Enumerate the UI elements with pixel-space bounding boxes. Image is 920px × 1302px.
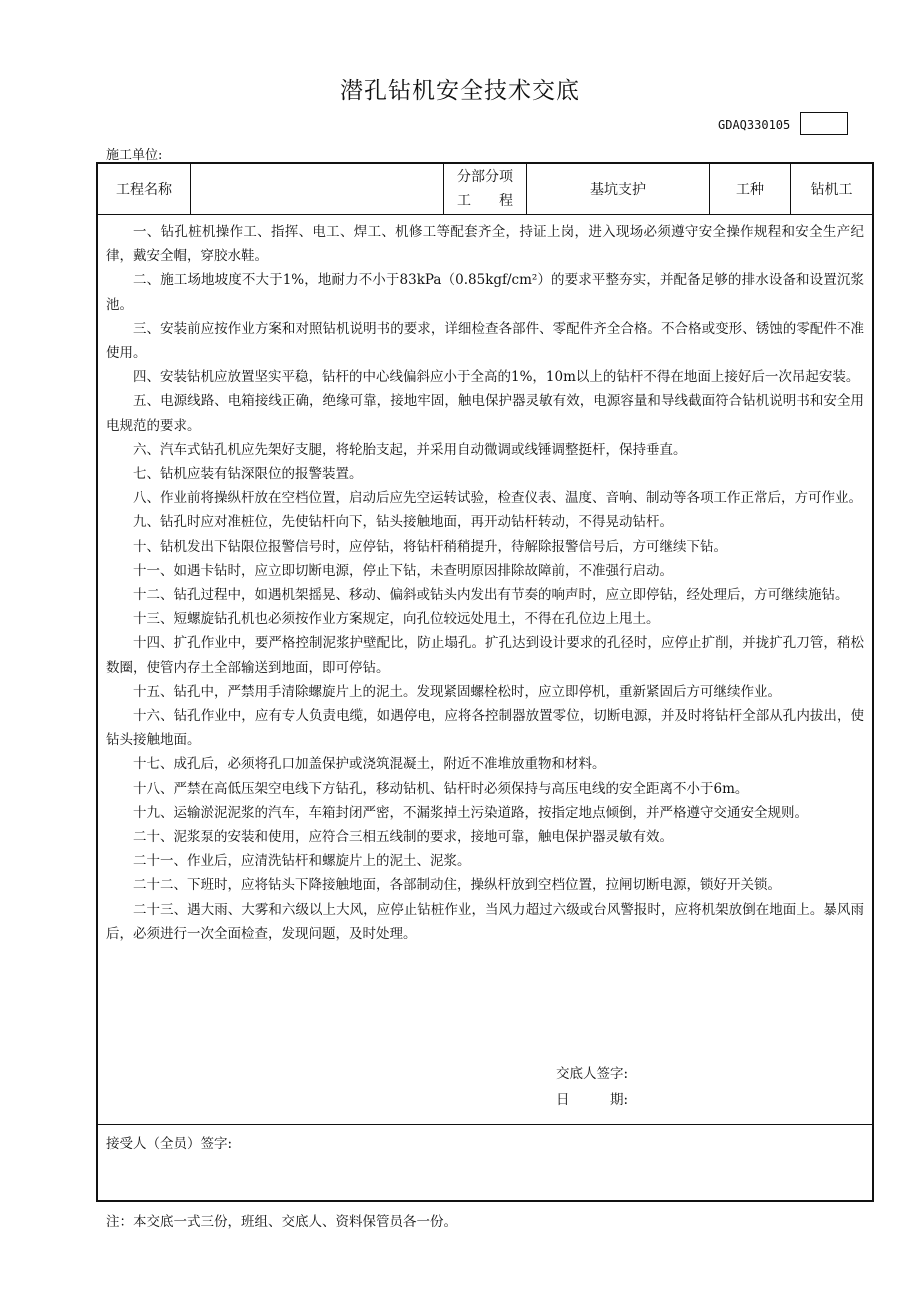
disclosure-form (96, 162, 874, 1202)
paragraph-20: 二十、泥浆泵的安装和使用，应符合三相五线制的要求，接地可靠，触电保护器灵敏有效。 (133, 829, 673, 846)
paragraph-7: 七、钻机应装有钻深限位的报警装置。 (133, 466, 363, 483)
receiver-divider (98, 1124, 872, 1125)
paragraph-22: 二十二、下班时，应将钻头下降接触地面，各部制动住，操纵杆放到空档位置，拉闸切断电源，锁好开关锁。 (133, 877, 781, 894)
paragraph-18: 十八、严禁在高低压架空电线下方钻孔，移动钻机、钻杆时必须保持与高压电线的安全距离不小于6m。 (133, 780, 749, 797)
document-title: 潜孔钻机安全技术交底 (340, 78, 580, 104)
paragraph-8: 八、作业前将操纵杆放在空档位置，启动后应先空运转试验，检查仪表、温度、音响、制动等各项工作正常后，方可作业。 (133, 490, 862, 507)
paragraph-3: 三、安装前应按作业方案和对照钻机说明书的要求，详细检查各部件、零配件齐全合格。不合格或变形、锈蚀的零配件不准使用。 (106, 320, 864, 362)
document-code-box[interactable] (800, 112, 848, 135)
sub-project-label-line2: 工 程 (457, 193, 513, 209)
sub-project-value: 基坑支护 (527, 164, 710, 214)
paragraph-12: 十二、钻孔过程中，如遇机架摇晃、移动、偏斜或钻头内发出有节奏的响声时，应立即停钻，经处理后，方可继续施钻。 (133, 587, 849, 604)
paragraph-16: 十六、钻孔作业中，应有专人负责电缆，如遇停电，应将各控制器放置零位，切断电源，并及时将钻杆全部从孔内拔出，使钻头接触地面。 (106, 708, 864, 749)
paragraph-1: 一、钻孔桩机操作工、指挥、电工、焊工、机修工等配套齐全，持证上岗，进入现场必须遵守安全操作规程和安全生产纪律，戴安全帽，穿胶水鞋。 (106, 224, 864, 265)
project-name-label: 工程名称 (98, 164, 191, 214)
paragraph-13: 十三、短螺旋钻孔机也必须按作业方案规定，向孔位较远处甩土，不得在孔位边上甩土。 (133, 611, 660, 628)
paragraph-10: 十、钻机发出下钻限位报警信号时，应停钻，将钻杆稍稍提升，待解除报警信号后，方可继续下钻。 (133, 538, 727, 555)
sub-project-label (444, 164, 527, 214)
disclosure-content (106, 220, 864, 946)
document-code: GDAQ330105 (718, 118, 791, 132)
date-label: 日 期: (556, 1092, 629, 1108)
project-name-value[interactable] (191, 164, 444, 214)
paragraph-6: 六、汽车式钻孔机应先架好支腿，将轮胎支起，并采用自动微调或线锤调整挺杆，保持垂直。 (133, 441, 687, 458)
receiver-signature-label: 接受人（全员）签字: (106, 1136, 233, 1152)
paragraph-23: 二十三、遇大雨、大雾和六级以上大风，应停止钻桩作业，当风力超过六级或台风警报时，应将机架放倒在地面上。暴风雨后，必须进行一次全面检查，发现问题，及时处理。 (106, 901, 864, 942)
paragraph-11: 十一、如遇卡钻时，应立即切断电源，停止下钻，未查明原因排除故障前，不准强行启动。 (133, 562, 673, 579)
sub-project-label-line1: 分部分项 (457, 169, 513, 185)
discloser-signature-label: 交底人签字: (556, 1066, 629, 1082)
work-type-label: 工种 (710, 164, 791, 214)
construction-unit-label: 施工单位: (106, 148, 163, 163)
paragraph-5: 五、电源线路、电箱接线正确，绝缘可靠，接地牢固，触电保护器灵敏有效，电源容量和导线截面符合钻机说明书和安全用电规范的要求。 (106, 393, 864, 434)
paragraph-2: 二、施工场地坡度不大于1%，地耐力不小于83kPa（0.85kgf/cm²）的要求平整夯实，并配备足够的排水设备和设置沉浆池。 (106, 272, 864, 313)
paragraph-9: 九、钻孔时应对准桩位，先使钻杆向下，钻头接触地面，再开动钻杆转动，不得晃动钻杆。 (133, 514, 673, 531)
paragraph-17: 十七、成孔后，必须将孔口加盖保护或浇筑混凝土，附近不准堆放重物和材料。 (133, 756, 606, 773)
work-type-value: 钻机工 (810, 182, 853, 198)
paragraph-15: 十五、钻孔中，严禁用手清除螺旋片上的泥土。发现紧固螺栓松时，应立即停机，重新紧固后方可继续作业。 (133, 683, 781, 700)
paragraph-19: 十九、运输淤泥泥浆的汽车，车箱封闭严密，不漏浆掉土污染道路，按指定地点倾倒，并严格遵守交通安全规则。 (133, 804, 808, 821)
paragraph-14: 十四、扩孔作业中，要严格控制泥浆护壁配比，防止塌孔。扩孔达到设计要求的孔径时，应停止扩削，并拢扩孔刀管，稍松数圈，使管内存土全部输送到地面，即可停钻。 (106, 635, 864, 676)
paragraph-4: 四、安装钻机应放置坚实平稳，钻杆的中心线偏斜应小于全高的1%，10m以上的钻杆不得在地面上接好后一次吊起安装。 (133, 369, 860, 386)
header-row (98, 164, 872, 215)
paragraph-21: 二十一、作业后，应清洗钻杆和螺旋片上的泥土、泥浆。 (133, 853, 471, 870)
footnote: 注：本交底一式三份，班组、交底人、资料保管员各一份。 (106, 1214, 457, 1230)
